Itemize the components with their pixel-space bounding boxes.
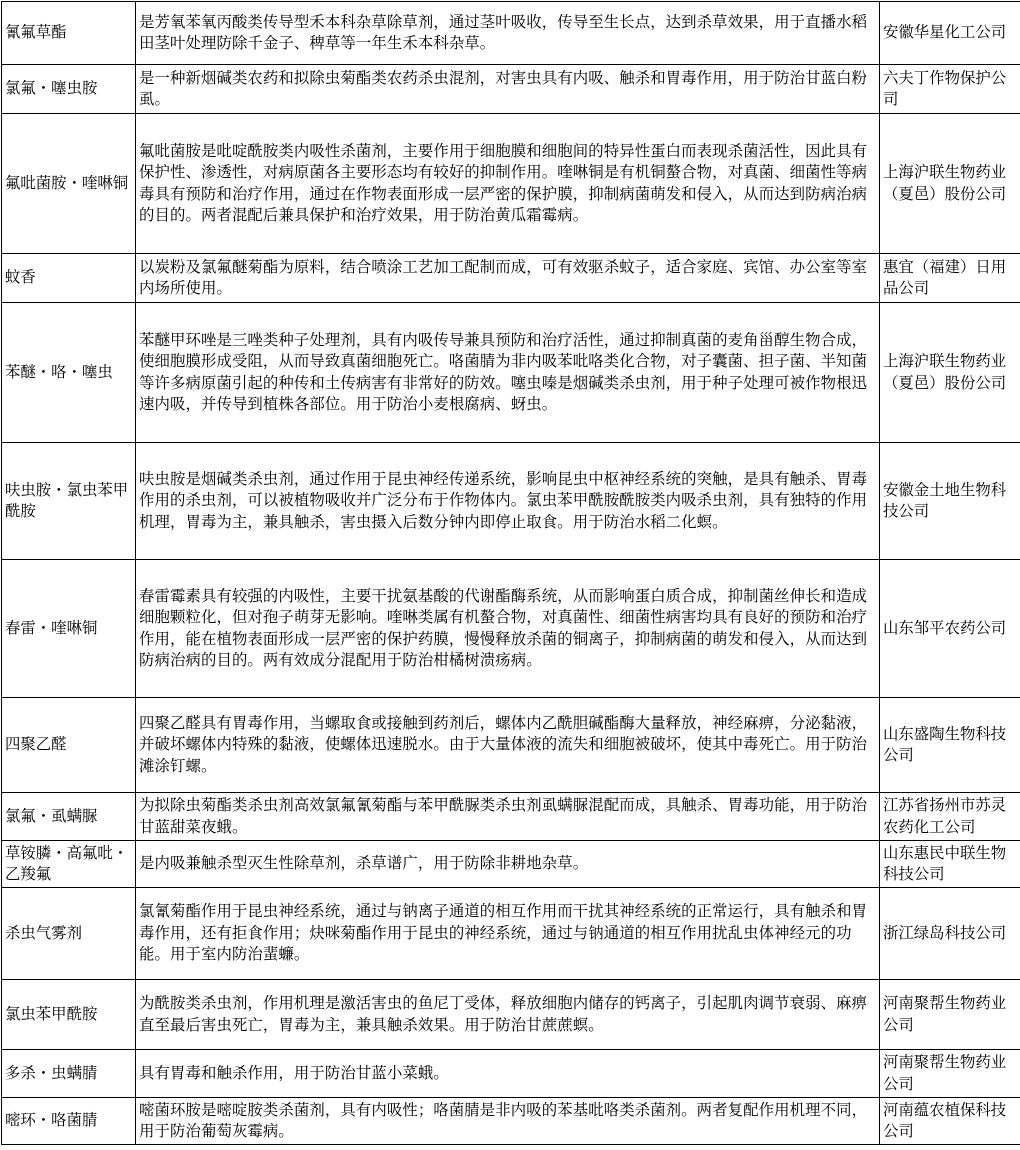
table-row <box>2 443 1020 560</box>
product-name-cell: 呋虫胺・氯虫苯甲酰胺 <box>2 443 136 560</box>
description-cell: 嘧菌环胺是嘧啶胺类杀菌剂，具有内吸性；咯菌腈是非内吸的苯基吡咯类杀菌剂。两者复配作用机理不同，用于防治葡萄灰霉病。 <box>136 1098 880 1145</box>
table-row <box>2 65 1020 114</box>
description-cell: 苯醚甲环唑是三唑类种子处理剂，具有内吸传导兼具预防和治疗活性，通过抑制真菌的麦角甾醇生物合成，使细胞膜形成受阻，从而导致真菌细胞死亡。咯菌腈为非内吸苯吡咯类化合物，对子囊菌、担子菌、半知菌等许多病原菌引起的种传和土传病害有非常好的防效。噻虫嗪是烟碱类杀虫剂，用于种子处理可被作物根迅速内吸，并传导到植株各部位。用于防治小麦根腐病、蚜虫。 <box>136 303 880 443</box>
company-cell: 河南蕴农植保科技公司 <box>880 1098 1020 1145</box>
table-row <box>2 560 1020 698</box>
pesticide-registration-table <box>1 1 1020 1145</box>
product-name-cell: 嘧环・咯菌腈 <box>2 1098 136 1145</box>
description-cell: 是内吸兼触杀型灭生性除草剂，杀草谱广，用于防除非耕地杂草。 <box>136 841 880 888</box>
company-cell: 山东盛陶生物科技公司 <box>880 698 1020 793</box>
description-cell: 四聚乙醛具有胃毒作用，当螺取食或接触到药剂后，螺体内乙酰胆碱酯酶大量释放，神经麻痹，分泌黏液，并破坏螺体内特殊的黏液，使螺体迅速脱水。由于大量体液的流失和细胞被破坏，使其中毒死亡。用于防治滩涂钉螺。 <box>136 698 880 793</box>
company-cell: 安徽金土地生物科技公司 <box>880 443 1020 560</box>
company-cell: 江苏省扬州市苏灵农药化工公司 <box>880 793 1020 841</box>
company-cell: 河南聚帮生物药业公司 <box>880 1050 1020 1098</box>
product-name-cell: 杀虫气雾剂 <box>2 888 136 980</box>
product-name-cell: 春雷・喹啉铜 <box>2 560 136 698</box>
company-cell: 安徽华星化工公司 <box>880 2 1020 65</box>
table-row <box>2 1098 1020 1145</box>
product-name-cell: 苯醚・咯・噻虫 <box>2 303 136 443</box>
table-row <box>2 793 1020 841</box>
description-cell: 氟吡菌胺是吡啶酰胺类内吸性杀菌剂，主要作用于细胞膜和细胞间的特异性蛋白而表现杀菌活性，因此具有保护性、渗透性，对病原菌各主要形态均有较好的抑制作用。喹啉铜是有机铜螯合物，对真菌、细菌性等病毒具有预防和治疗作用，通过在作物表面形成一层严密的保护膜，抑制病菌萌发和侵入，从而达到防病治病的目的。两者混配后兼具保护和治疗效果，用于防治黄瓜霜霉病。 <box>136 114 880 254</box>
description-cell: 具有胃毒和触杀作用，用于防治甘蓝小菜蛾。 <box>136 1050 880 1098</box>
company-cell: 河南聚帮生物药业公司 <box>880 980 1020 1050</box>
description-cell: 为酰胺类杀虫剂，作用机理是激活害虫的鱼尼丁受体，释放细胞内储存的钙离子，引起肌肉调节衰弱、麻痹直至最后害虫死亡，胃毒为主，兼具触杀效果。用于防治甘蔗蔗螟。 <box>136 980 880 1050</box>
description-cell: 是芳氧苯氧丙酸类传导型禾本科杂草除草剂，通过茎叶吸收，传导至生长点，达到杀草效果，用于直播水稻田茎叶处理防除千金子、稗草等一年生禾本科杂草。 <box>136 2 880 65</box>
company-cell: 山东邹平农药公司 <box>880 560 1020 698</box>
description-cell: 是一种新烟碱类农药和拟除虫菊酯类农药杀虫混剂，对害虫具有内吸、触杀和胃毒作用，用于防治甘蓝白粉虱。 <box>136 65 880 114</box>
description-cell: 为拟除虫菊酯类杀虫剂高效氯氟氰菊酯与苯甲酰脲类杀虫剂虱螨脲混配而成，具触杀、胃毒功能，用于防治甘蓝甜菜夜蛾。 <box>136 793 880 841</box>
table-row <box>2 303 1020 443</box>
description-cell: 氯氰菊酯作用于昆虫神经系统，通过与钠离子通道的相互作用而干扰其神经系统的正常运行，具有触杀和胃毒作用，还有拒食作用；炔咪菊酯作用于昆虫的神经系统，通过与钠通道的相互作用扰乱虫体神经元的功能。用于室内防治蜚蠊。 <box>136 888 880 980</box>
table-row <box>2 254 1020 303</box>
table-row <box>2 888 1020 980</box>
table-row <box>2 1050 1020 1098</box>
product-name-cell: 氯虫苯甲酰胺 <box>2 980 136 1050</box>
product-name-cell: 四聚乙醛 <box>2 698 136 793</box>
table-row <box>2 980 1020 1050</box>
product-name-cell: 氯氟・噻虫胺 <box>2 65 136 114</box>
description-cell: 春雷霉素具有较强的内吸性，主要干扰氨基酸的代谢酯酶系统，从而影响蛋白质合成，抑制菌丝伸长和造成细胞颗粒化，但对孢子萌芽无影响。喹啉类属有机螯合物，对真菌性、细菌性病害均具有良好的预防和治疗作用，能在植物表面形成一层严密的保护药膜，慢慢释放杀菌的铜离子，抑制病菌的萌发和侵入，从而达到防病治病的目的。两有效成分混配用于防治柑橘树溃疡病。 <box>136 560 880 698</box>
company-cell: 上海沪联生物药业（夏邑）股份公司 <box>880 114 1020 254</box>
table-row <box>2 698 1020 793</box>
product-name-cell: 草铵膦・高氟吡・乙羧氟 <box>2 841 136 888</box>
product-name-cell: 氟吡菌胺・喹啉铜 <box>2 114 136 254</box>
product-name-cell: 蚊香 <box>2 254 136 303</box>
company-cell: 惠宜（福建）日用品公司 <box>880 254 1020 303</box>
table-row <box>2 114 1020 254</box>
description-cell: 呋虫胺是烟碱类杀虫剂，通过作用于昆虫神经传递系统，影响昆虫中枢神经系统的突触，是具有触杀、胃毒作用的杀虫剂，可以被植物吸收并广泛分布于作物体内。氯虫苯甲酰胺酰胺类内吸杀虫剂，具有独特的作用机理，胃毒为主，兼具触杀，害虫摄入后数分钟内即停止取食。用于防治水稻二化螟。 <box>136 443 880 560</box>
company-cell: 六夫丁作物保护公司 <box>880 65 1020 114</box>
table-row <box>2 841 1020 888</box>
company-cell: 上海沪联生物药业（夏邑）股份公司 <box>880 303 1020 443</box>
product-name-cell: 氰氟草酯 <box>2 2 136 65</box>
table-row <box>2 2 1020 65</box>
description-cell: 以炭粉及氯氟醚菊酯为原料，结合喷涂工艺加工配制而成，可有效驱杀蚊子，适合家庭、宾馆、办公室等室内场所使用。 <box>136 254 880 303</box>
product-name-cell: 氯氟・虱螨脲 <box>2 793 136 841</box>
product-name-cell: 多杀・虫螨腈 <box>2 1050 136 1098</box>
company-cell: 山东惠民中联生物科技公司 <box>880 841 1020 888</box>
company-cell: 浙江绿岛科技公司 <box>880 888 1020 980</box>
